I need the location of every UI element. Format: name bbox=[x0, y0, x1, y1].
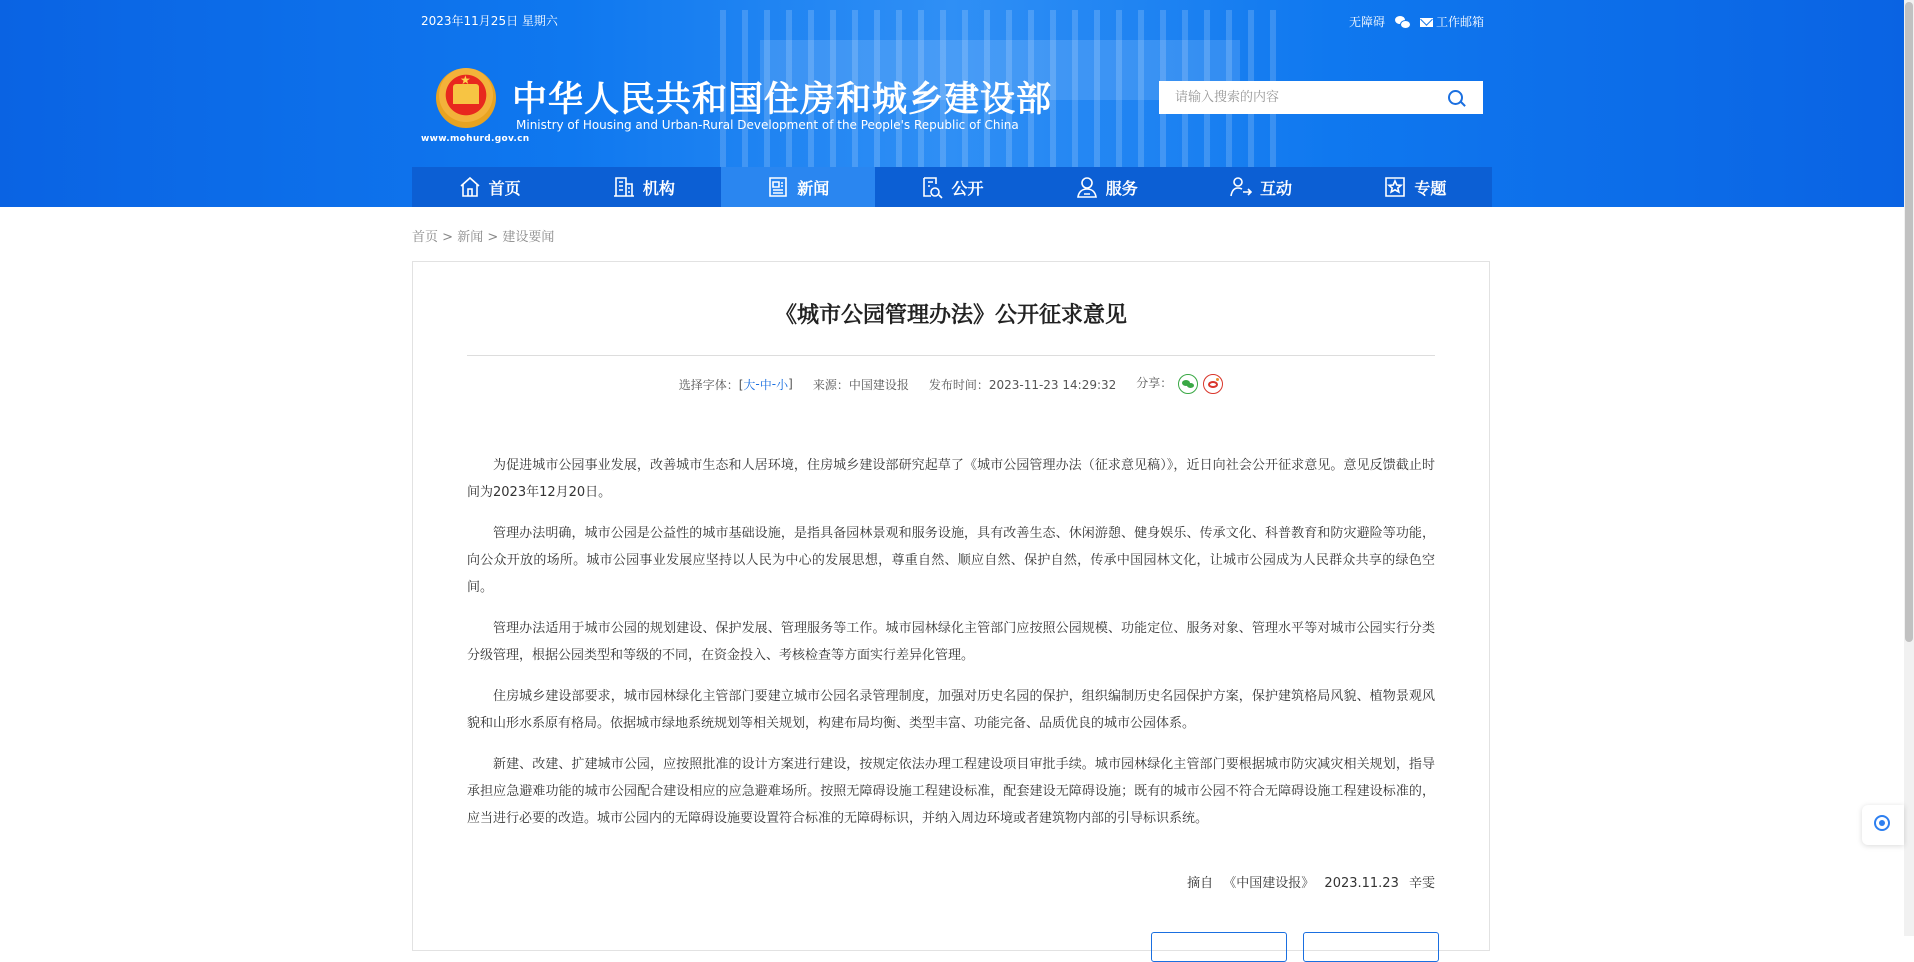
topic-icon bbox=[1383, 175, 1407, 199]
nav-item-organization[interactable] bbox=[566, 167, 720, 207]
nav-item-disclosure[interactable] bbox=[875, 167, 1029, 207]
nav-label-home: 首页 bbox=[488, 178, 521, 198]
top-bar bbox=[412, 8, 1492, 32]
building-icon bbox=[612, 175, 636, 199]
wechat-share-icon[interactable] bbox=[1178, 374, 1198, 394]
site-subtitle: Ministry of Housing and Urban-Rural Development of the People's Republic of China bbox=[516, 118, 1019, 132]
nav-label-news: 新闻 bbox=[797, 178, 830, 198]
mail-icon bbox=[1420, 18, 1433, 27]
article-paragraph: 管理办法明确，城市公园是公益性的城市基础设施，是指具备园林景观和服务设施，具有改善生态、休闲游憩、健身娱乐、传承文化、科普教育和防灾避险等功能，向公众开放的场所。城市公园事业发展应坚持以人民为中心的发展思想，尊重自然、顺应自然、保护自然，传承中国园林文化，让城市公园成为人民群众共享的绿色空间。 bbox=[467, 526, 1435, 595]
breadcrumb-current[interactable]: 建设要闻 bbox=[502, 230, 555, 245]
work-mail-label: 工作邮箱 bbox=[1435, 15, 1484, 29]
search-icon[interactable] bbox=[1448, 90, 1463, 105]
emblem-star-icon: ★ bbox=[460, 73, 471, 87]
accessibility-link[interactable]: 无障碍 bbox=[1348, 15, 1385, 29]
article-panel bbox=[412, 261, 1490, 951]
article-meta bbox=[413, 374, 1489, 394]
interaction-icon bbox=[1229, 175, 1253, 199]
title-divider bbox=[467, 355, 1435, 356]
publish-time: 发布时间：2023-11-23 14:29:32 bbox=[928, 377, 1117, 392]
search-input[interactable] bbox=[1173, 89, 1437, 106]
national-emblem-logo[interactable] bbox=[436, 68, 498, 134]
work-mail-link[interactable] bbox=[1420, 13, 1484, 30]
nav-label-topic: 专题 bbox=[1414, 178, 1447, 198]
article-source: 来源：中国建设报 bbox=[812, 377, 909, 392]
nav-label-organization: 机构 bbox=[642, 178, 675, 198]
font-size-label: 选择字体：[ bbox=[678, 377, 744, 392]
nav-item-home[interactable] bbox=[412, 167, 566, 207]
article-title: 《城市公园管理办法》公开征求意见 bbox=[774, 303, 1127, 328]
article-paragraph: 管理办法适用于城市公园的规划建设、保护发展、管理服务等工作。城市园林绿化主管部门应按照公园规模、功能定位、服务对象、管理水平等对城市公园实行分类分级管理，根据公园类型和等级的不同，在资金投入、考核检查等方面实行差异化管理。 bbox=[467, 621, 1435, 663]
search-box bbox=[1159, 81, 1483, 114]
breadcrumb bbox=[412, 226, 554, 245]
nav-item-topic[interactable] bbox=[1338, 167, 1492, 207]
nav-label-disclosure: 公开 bbox=[951, 178, 984, 198]
breadcrumb-separator: > bbox=[483, 230, 503, 245]
emblem-gate-icon bbox=[453, 84, 479, 104]
font-dash: - bbox=[771, 377, 777, 391]
article-paragraph: 为促进城市公园事业发展，改善城市生态和人居环境，住房城乡建设部研究起草了《城市公园管理办法（征求意见稿）》，近日向社会公开征求意见。意见反馈截止时间为2023年12月20日。 bbox=[467, 458, 1435, 500]
main-nav bbox=[412, 167, 1492, 207]
wechat-icon[interactable] bbox=[1395, 16, 1410, 28]
article-paragraph: 新建、改建、扩建城市公园，应按照批准的设计方案进行建设，按规定依法办理工程建设项目审批手续。城市园林绿化主管部门要根据城市防灾减灾相关规划，指导承担应急避难功能的城市公园配合建设相应的应急避难场所。按照无障碍设施工程建设标准，配套建设无障碍设施；既有的城市公园不符合无障碍设施工程建设标准的，应当进行必要的改造。城市公园内的无障碍设施要设置符合标准的无障碍标识，并纳入周边环境或者建筑物内部的引导标识系统。 bbox=[467, 757, 1435, 826]
font-large-link[interactable]: 大 bbox=[743, 377, 756, 392]
nav-item-news[interactable] bbox=[721, 167, 875, 207]
breadcrumb-separator: > bbox=[438, 230, 458, 245]
breadcrumb-home[interactable]: 首页 bbox=[412, 230, 439, 245]
nav-item-service[interactable] bbox=[1029, 167, 1183, 207]
scrollbar-thumb[interactable] bbox=[1905, 2, 1913, 642]
weibo-share-icon[interactable] bbox=[1203, 374, 1223, 394]
font-medium-link[interactable]: 中 bbox=[759, 377, 772, 392]
floating-assistant-icon[interactable] bbox=[1862, 805, 1904, 845]
disclosure-icon bbox=[920, 175, 944, 199]
article-paragraph: 住房城乡建设部要求，城市园林绿化主管部门要建立城市公园名录管理制度，加强对历史名园的保护，组织编制历史名园保护方案，保护建筑格局风貌、植物景观风貌和山形水系原有格局。依据城市绿地系统规划等相关规划，构建布局均衡、类型丰富、功能完备、品质优良的城市公园体系。 bbox=[467, 689, 1435, 731]
breadcrumb-news[interactable]: 新闻 bbox=[457, 230, 484, 245]
service-icon bbox=[1075, 175, 1099, 199]
share-label: 分享： bbox=[1136, 375, 1173, 390]
font-dash: - bbox=[755, 377, 760, 391]
site-url: www.mohurd.gov.cn bbox=[421, 134, 530, 144]
top-links bbox=[1349, 13, 1484, 30]
nav-item-interaction[interactable] bbox=[1183, 167, 1337, 207]
action-button-2[interactable] bbox=[1303, 932, 1439, 962]
page-scrollbar[interactable] bbox=[1904, 0, 1914, 936]
current-date: 2023年11月25日 星期六 bbox=[421, 14, 558, 28]
article-signature: 摘自 《中国建设报》 2023.11.23 辛雯 bbox=[1187, 876, 1435, 891]
news-icon bbox=[766, 175, 790, 199]
home-icon bbox=[458, 175, 482, 199]
site-title[interactable]: 中华人民共和国住房和城乡建设部 bbox=[512, 80, 1053, 120]
action-button-1[interactable] bbox=[1151, 932, 1287, 962]
nav-label-interaction: 互动 bbox=[1260, 178, 1293, 198]
font-small-link[interactable]: 小 bbox=[776, 377, 789, 392]
nav-label-service: 服务 bbox=[1105, 178, 1138, 198]
font-size-end: ] bbox=[788, 377, 793, 391]
article-content bbox=[467, 452, 1435, 846]
